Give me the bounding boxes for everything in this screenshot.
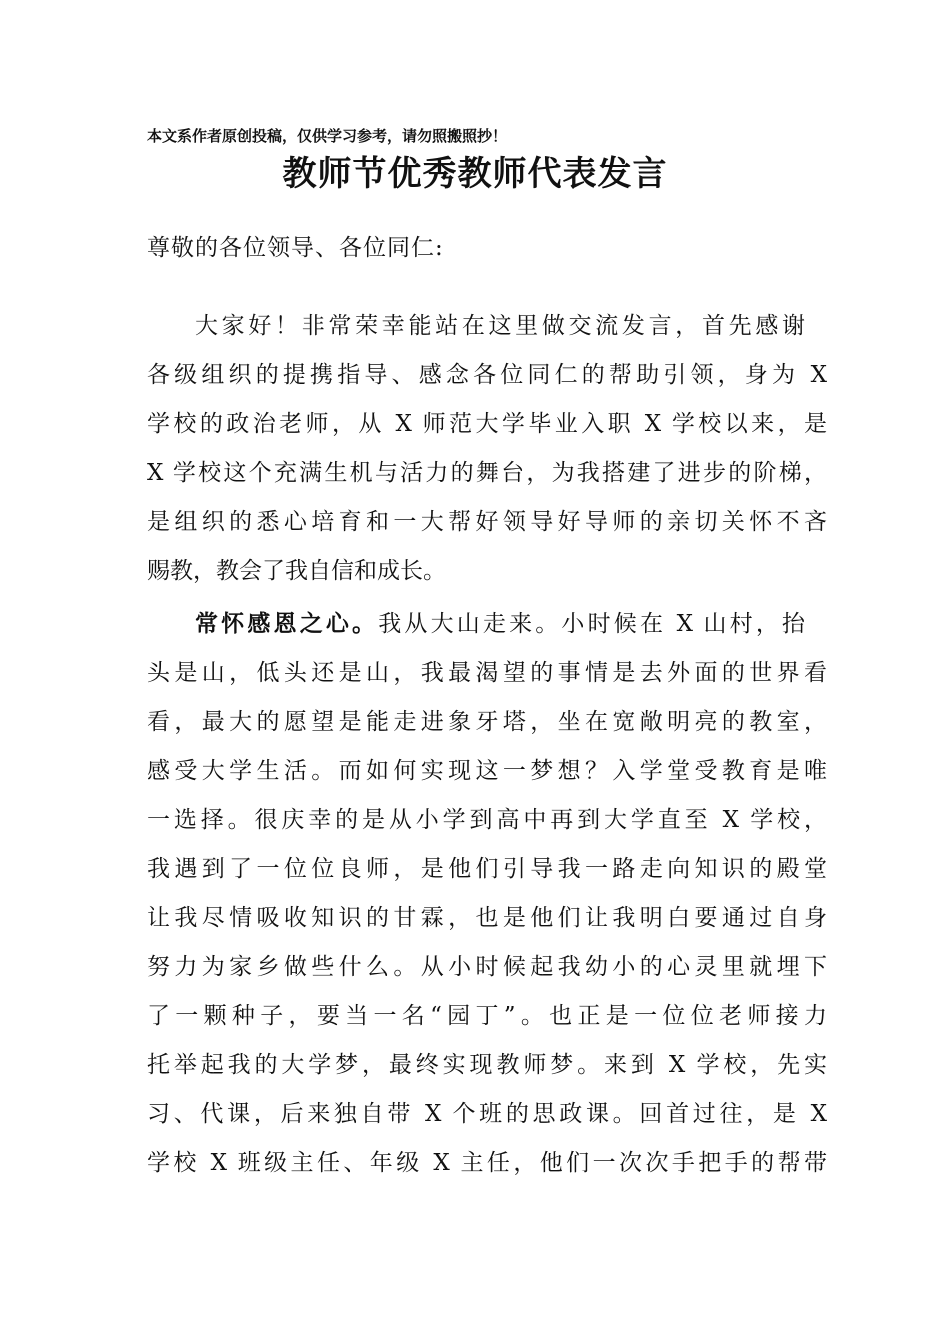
paragraph2-line: 习、代课，后来独自带 X 个班的思政课。回首过往，是 X [147,1101,827,1127]
paragraph2-line: 托举起我的大学梦，最终实现教师梦。来到 X 学校，先实 [147,1052,827,1078]
paragraph1-line: X 学校这个充满生机与活力的舞台，为我搭建了进步的阶梯， [147,460,827,486]
paragraph2-line: 看，最大的愿望是能走进象牙塔，坐在宽敞明亮的教室， [147,709,827,735]
paragraph2-line: 头是山，低头还是山，我最渴望的事情是去外面的世界看 [147,660,827,686]
disclaimer-text: 本文系作者原创投稿，仅供学习参考，请勿照搬照抄！ [147,127,508,145]
paragraph2-line: 了一颗种子，要当一名“园丁”。也正是一位位老师接力 [147,1003,827,1029]
paragraph2-line: 学校 X 班级主任、年级 X 主任，他们一次次手把手的帮带 [147,1150,827,1176]
paragraph2-line: 我遇到了一位位良师，是他们引导我一路走向知识的殿堂 [147,856,827,882]
paragraph2-line: 感受大学生活。而如何实现这一梦想？入学堂受教育是唯 [147,758,827,784]
salutation: 尊敬的各位领导、各位同仁: [147,235,444,261]
paragraph2-first-line [195,605,805,643]
paragraph1-line: 各级组织的提携指导、感念各位同仁的帮助引领，身为 X [147,362,827,388]
paragraph2-line: 让我尽情吸收知识的甘霖，也是他们让我明白要通过自身 [147,905,827,931]
paragraph1-line: 是组织的悉心培育和一大帮好领导好导师的亲切关怀不吝 [147,509,827,535]
paragraph1-line: 学校的政治老师，从 X 师范大学毕业入职 X 学校以来，是 [147,411,827,437]
paragraph1-line: 大家好！非常荣幸能站在这里做交流发言，首先感谢 [195,313,805,339]
paragraph2-heading: 常怀感恩之心。 [195,610,379,637]
paragraph2-first-line-text: 我从大山走来。小时候在 X 山村，抬 [378,611,805,637]
document-title: 教师节优秀教师代表发言 [282,154,668,194]
paragraph2-line: 努力为家乡做些什么。从小时候起我幼小的心灵里就埋下 [147,954,827,980]
paragraph1-line: 赐教，教会了我自信和成长。 [147,558,446,584]
paragraph2-line: 一选择。很庆幸的是从小学到高中再到大学直至 X 学校， [147,807,827,833]
